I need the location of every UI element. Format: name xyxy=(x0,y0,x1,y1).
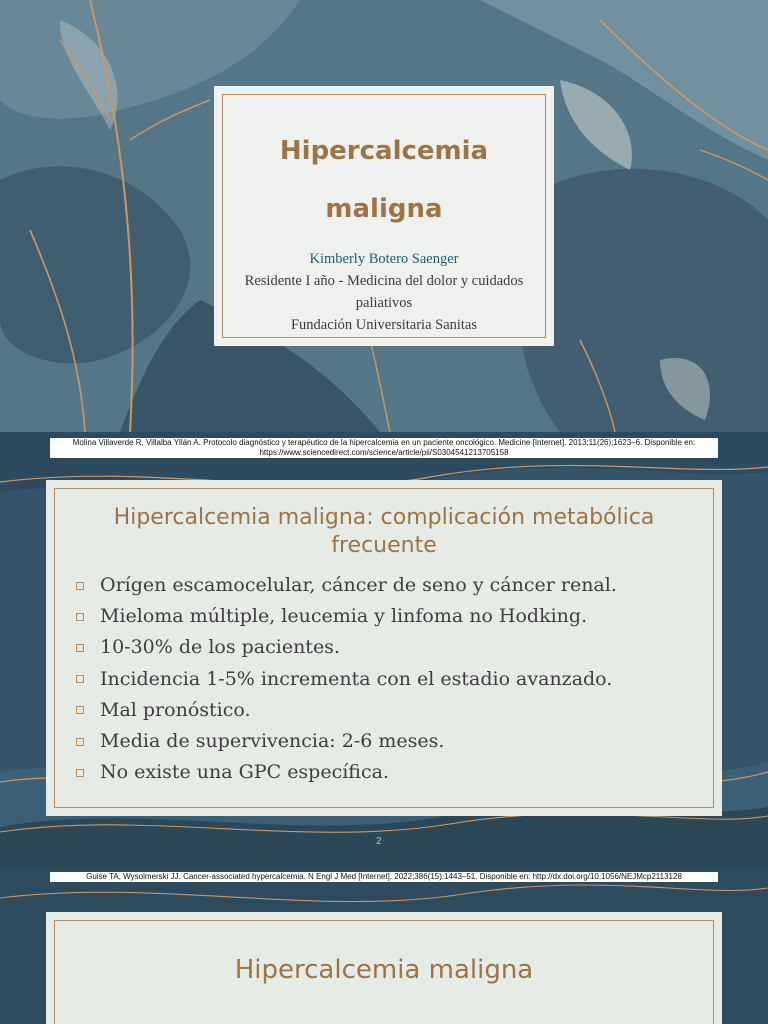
bullet-square-icon xyxy=(76,738,84,746)
bullet-square-icon xyxy=(76,644,84,652)
title-line-1: Hipercalcemia xyxy=(279,136,489,166)
bullet-text: Incidencia 1-5% incrementa con el estadio avanzado. xyxy=(100,667,613,690)
citation-text: Molina Villaverde R, Villalba Yllán A. Protocolo diagnóstico y terapéutico de la hipercalcemia en un paciente oncológico. Medicine [Internet]. 2013;11(26):1623–6. Disponible en: xyxy=(72,438,696,447)
slide-title: Hipercalcemia maligna: complicación metabólica frecuente xyxy=(113,505,655,558)
author-name: Kimberly Botero Saenger xyxy=(309,251,459,267)
section-title: Hipercalcemia maligna xyxy=(234,955,534,985)
bullet-item xyxy=(76,601,702,632)
title-line-2: maligna xyxy=(325,194,443,224)
citation-text: Guise TA, Wysolmerski JJ. Cancer-associated hypercalcemia. N Engl J Med [Internet]. 2022;386(15):1443–51. Disponible en: http://dx.doi.org/10.1056/NEJMcp2113128 xyxy=(86,872,682,881)
bullet-square-icon xyxy=(76,582,84,590)
citation-url: https://www.sciencedirect.com/science/article/pii/S0304541213705158 xyxy=(259,448,509,457)
bullet-text: 10-30% de los pacientes. xyxy=(100,636,340,659)
bullet-item xyxy=(76,757,702,788)
bullet-square-icon xyxy=(76,613,84,621)
slide-1 xyxy=(0,0,768,432)
bullet-item xyxy=(76,632,702,663)
bullet-square-icon xyxy=(76,706,84,714)
content-card xyxy=(46,480,722,816)
slide-2 xyxy=(0,432,768,868)
presentation-title xyxy=(234,122,534,238)
bullet-item xyxy=(76,695,702,726)
author-institution: Fundación Universitaria Sanitas xyxy=(290,317,478,333)
author-role-line-2: paliativos xyxy=(355,295,413,311)
bullet-text: Media de supervivencia: 2-6 meses. xyxy=(100,730,445,753)
author-role-line-1: Residente I año - Medicina del dolor y cuidados xyxy=(244,273,524,289)
title-card xyxy=(214,86,554,346)
bullet-text: Mieloma múltiple, leucemia y linfoma no Hodking. xyxy=(100,605,588,628)
bullet-text: Mal pronóstico. xyxy=(100,698,251,721)
author-block xyxy=(228,248,540,336)
citation-slide-3 xyxy=(50,872,718,882)
bullet-text: No existe una GPC específica. xyxy=(100,761,389,784)
bullet-square-icon xyxy=(76,675,84,683)
bullet-item xyxy=(76,726,702,757)
bullet-item xyxy=(76,664,702,695)
bullet-text: Orígen escamocelular, cáncer de seno y cáncer renal. xyxy=(100,574,617,596)
bullet-list xyxy=(76,570,702,788)
page-number: 2 xyxy=(376,836,382,847)
bullet-square-icon xyxy=(76,769,84,777)
bullet-item xyxy=(76,570,702,601)
section-card xyxy=(46,912,722,1024)
citation-slide-2 xyxy=(50,438,718,458)
slide-3 xyxy=(0,868,768,1024)
